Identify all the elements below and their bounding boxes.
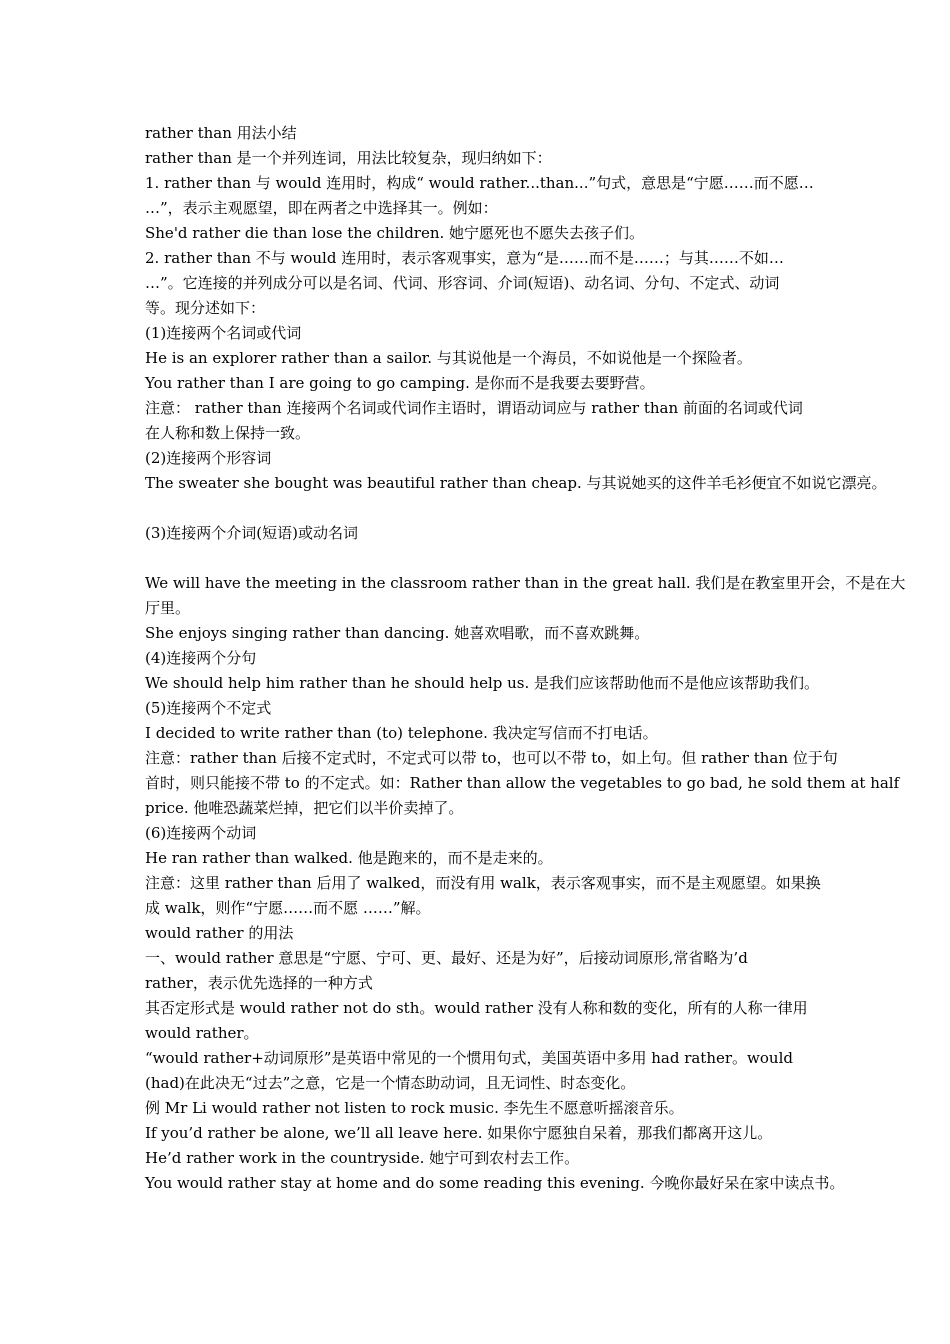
example-line: We should help him rather than he should help us. 是我们应该帮助他而不是他应该帮助我们。	[145, 674, 820, 692]
document-body	[145, 121, 906, 1196]
example-line: You rather than I are going to go camping. 是你而不是我要去要野营。	[145, 374, 655, 392]
note-line: 在人称和数上保持一致。	[145, 424, 311, 442]
example-line: I decided to write rather than (to) telephone. 我决定写信而不打电话。	[145, 724, 658, 742]
usage-line: 其否定形式是 would rather not do sth。would rather 没有人称和数的变化，所有的人称一律用	[145, 999, 808, 1017]
note-line: 成 walk，则作“宁愿……而不愿 ……”解。	[145, 899, 431, 917]
section-heading-6: (6)连接两个动词	[145, 824, 257, 842]
note-line: 注意：这里 rather than 后用了 walked，而没有用 walk，表示客观事实，而不是主观愿望。如果换	[145, 874, 821, 892]
section-heading-1: (1)连接两个名词或代词	[145, 324, 302, 342]
usage-line: rather，表示优先选择的一种方式	[145, 974, 373, 992]
example-line: The sweater she bought was beautiful rather than cheap. 与其说她买的这件羊毛衫便宜不如说它漂亮。	[145, 474, 887, 492]
point-2-line-1: 2. rather than 不与 would 连用时，表示客观事实，意为“是……而不是……；与其……不如…	[145, 249, 784, 267]
example-line: You would rather stay at home and do some reading this evening. 今晚你最好呆在家中读点书。	[145, 1174, 845, 1192]
point-2-line-3: 等。现分述如下：	[145, 299, 266, 317]
section-heading-5: (5)连接两个不定式	[145, 699, 272, 717]
note-line: 首时，则只能接不带 to 的不定式。如：Rather than allow the vegetables to go bad, he sold them at half	[145, 774, 900, 792]
note-line: 注意： rather than 连接两个名词或代词作主语时，谓语动词应与 rather than 前面的名词或代词	[145, 399, 803, 417]
section-heading-4: (4)连接两个分句	[145, 649, 257, 667]
section-heading-3: (3)连接两个介词(短语)或动名词	[145, 524, 358, 542]
note-line: 注意：rather than 后接不定式时，不定式可以带 to，也可以不带 to，如上句。但 rather than 位于句	[145, 749, 838, 767]
example-line: He is an explorer rather than a sailor. 与其说他是一个海员，不如说他是一个探险者。	[145, 349, 752, 367]
point-2-line-2: …”。它连接的并列成分可以是名词、代词、形容词、介词(短语)、动名词、分句、不定式、动词	[145, 274, 780, 292]
usage-line: would rather。	[145, 1024, 259, 1042]
blank-line	[145, 496, 810, 521]
usage-line: “would rather+动词原形”是英语中常见的一个惯用句式，美国英语中多用 had rather。would	[145, 1049, 793, 1067]
note-line: price. 他唯恐蔬菜烂掉，把它们以半价卖掉了。	[145, 799, 464, 817]
example-line: He ran rather than walked. 他是跑来的，而不是走来的。	[145, 849, 553, 867]
usage-line: (had)在此决无“过去”之意，它是一个情态助动词，且无词性、时态变化。	[145, 1074, 636, 1092]
point-1-line-1: 1. rather than 与 would 连用时，构成“ would rather...than...”句式，意思是“宁愿……而不愿…	[145, 174, 814, 192]
usage-line: 一、would rather 意思是“宁愿、宁可、更、最好、还是为好”，后接动词原形,常省略为’d	[145, 949, 748, 967]
section-heading-2: (2)连接两个形容词	[145, 449, 272, 467]
blank-line	[145, 546, 810, 571]
example-line: She enjoys singing rather than dancing. 她喜欢唱歌，而不喜欢跳舞。	[145, 624, 650, 642]
example-line: If you’d rather be alone, we’ll all leave here. 如果你宁愿独自呆着，那我们都离开这儿。	[145, 1124, 773, 1142]
subtitle-would-rather: would rather 的用法	[145, 924, 294, 942]
example-line: 厅里。	[145, 599, 191, 617]
example-line: 例 Mr Li would rather not listen to rock music. 李先生不愿意听摇滚音乐。	[145, 1099, 684, 1117]
point-1-line-2: …”，表示主观愿望，即在两者之中选择其一。例如：	[145, 199, 498, 217]
document-title: rather than 用法小结	[145, 124, 297, 142]
example-line: She'd rather die than lose the children. 她宁愿死也不愿失去孩子们。	[145, 224, 645, 242]
example-line: He’d rather work in the countryside. 她宁可到农村去工作。	[145, 1149, 580, 1167]
example-line: We will have the meeting in the classroom rather than in the great hall. 我们是在教室里开会，不是在大	[145, 574, 906, 592]
intro-line: rather than 是一个并列连词，用法比较复杂，现归纳如下：	[145, 149, 552, 167]
